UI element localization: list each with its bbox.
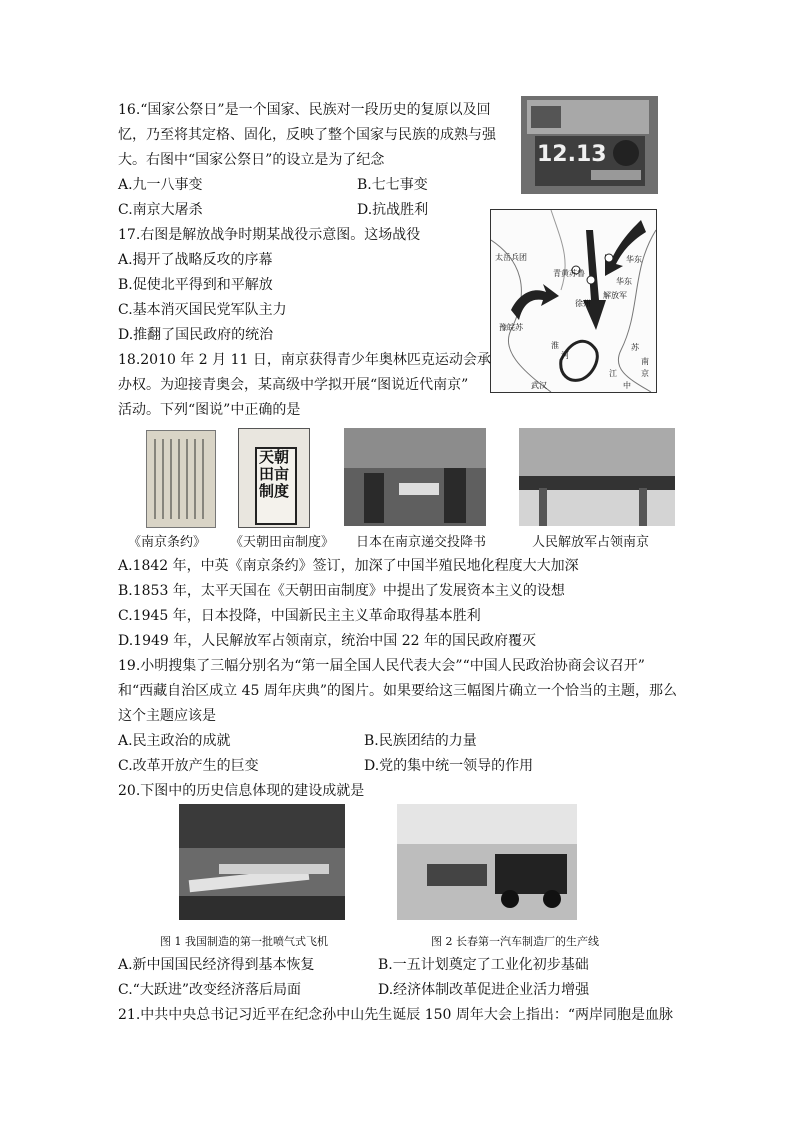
q20-option-a: A.新中国国民经济得到基本恢复 — [118, 957, 315, 973]
q16-option-b: B.七七事变 — [357, 177, 428, 193]
q17-option-c: C.基本消灭国民党军队主力 — [118, 302, 287, 318]
q19-line2: 和“西藏自治区成立 45 周年庆典”的图片。如果要给这三幅图片确立一个恰当的主题，那么 — [118, 683, 678, 699]
q19-option-a: A.民主政治的成就 — [118, 733, 231, 749]
map-label: 淮 — [551, 341, 559, 350]
fig2-caption: 图 2 长春第一汽车制造厂的生产线 — [431, 935, 599, 948]
caption-japan-surrender: 日本在南京递交投降书 — [356, 535, 487, 550]
heavenly-land-system-image — [238, 428, 310, 528]
map-label: 解放军 — [603, 291, 627, 300]
flower-icon — [613, 140, 639, 166]
map-label: 太岳兵团 — [495, 253, 527, 262]
q17-option-a: A.揭开了战略反攻的序幕 — [118, 252, 273, 268]
q18-option-d: D.1949 年，人民解放军占领南京，统治中国 22 年的国民政府覆灭 — [118, 633, 536, 649]
q17-stem: 17.右图是解放战争时期某战役示意图。这场战役 — [118, 227, 421, 243]
q16-line1: 16.“国家公祭日”是一个国家、民族对一段历史的复原以及回 — [118, 102, 491, 118]
attack-arrow-west — [511, 284, 559, 320]
q19-line3: 这个主题应该是 — [118, 708, 216, 724]
q21-line1: 21.中共中央总书记习近平在纪念孙中山先生诞辰 150 周年大会上指出：“两岸同胞是血脉 — [118, 1007, 674, 1023]
q19-option-d: D.党的集中统一领导的作用 — [364, 758, 534, 774]
caption-nanjing-treaty: 《南京条约》 — [128, 535, 207, 550]
q16-line3: 大。右图中“国家公祭日”的设立是为了纪念 — [118, 152, 385, 168]
memorial-date-text: 12.13 — [537, 142, 607, 167]
map-label: 河 — [561, 351, 569, 360]
map-label: 徐州 — [575, 299, 591, 308]
q16-option-a: A.九一八事变 — [118, 177, 203, 193]
q19-line1: 19.小明搜集了三幅分别名为“第一届全国人民代表大会”“中国人民政治协商会议召开” — [118, 658, 645, 674]
q18-line3: 活动。下列“图说”中正确的是 — [118, 402, 301, 418]
q20-stem: 20.下图中的历史信息体现的建设成就是 — [118, 783, 365, 799]
attack-arrow-east — [605, 220, 646, 276]
q20-option-d: D.经济体制改革促进企业活力增强 — [378, 982, 590, 998]
q20-option-c: C.“大跃进”改变经济落后局面 — [118, 982, 301, 998]
q20-option-b: B.一五计划奠定了工业化初步基础 — [378, 957, 589, 973]
q18-line1: 18.2010 年 2 月 11 日，南京获得青少年奥林匹克运动会承 — [118, 352, 491, 368]
nanjing-treaty-image — [146, 430, 216, 528]
q17-option-b: B.促使北平得到和平解放 — [118, 277, 273, 293]
document-cover-text: 天朝田亩制度 — [259, 448, 290, 500]
pla-nanjing-image — [519, 428, 675, 526]
q19-option-c: C.改革开放产生的巨变 — [118, 758, 259, 774]
q18-option-c: C.1945 年，日本投降，中国新民主主义革命取得基本胜利 — [118, 608, 481, 624]
campaign-map — [490, 209, 657, 393]
fig1-caption: 图 1 我国制造的第一批喷气式飞机 — [160, 935, 328, 948]
map-label: 华东 — [626, 255, 642, 264]
map-label: 武汉 — [531, 381, 547, 390]
q18-option-a: A.1842 年，中英《南京条约》签订，加深了中国半殖民地化程度大大加深 — [118, 558, 579, 574]
q17-option-d: D.推翻了国民政府的统治 — [118, 327, 274, 343]
truck — [495, 854, 567, 894]
map-label: 京 — [641, 369, 649, 378]
campaign-map-svg — [491, 210, 656, 392]
car-production-line-image — [397, 804, 577, 920]
q16-option-d: D.抗战胜利 — [357, 202, 429, 218]
q16-line2: 忆，乃至将其定格、固化，反映了整个国家与民族的成熟与强 — [118, 127, 496, 143]
map-label: 南 — [641, 357, 649, 366]
map-label: 豫皖苏 — [499, 323, 523, 332]
caption-pla-nanjing: 人民解放军占领南京 — [532, 535, 650, 550]
map-label: 苏 — [631, 343, 639, 352]
jet-aircraft-image — [179, 804, 345, 920]
caption-heavenly-land: 《天朝田亩制度》 — [230, 535, 335, 550]
map-label: 青黄苏鲁 — [553, 269, 585, 278]
q19-option-b: B.民族团结的力量 — [364, 733, 477, 749]
memorial-day-image — [521, 96, 658, 194]
map-label: 中 — [623, 381, 631, 390]
q18-line2: 办权。为迎接青奥会，某高级中学拟开展“图说近代南京” — [118, 377, 469, 393]
q18-option-b: B.1853 年，太平天国在《天朝田亩制度》中提出了发展资本主义的设想 — [118, 583, 565, 599]
map-label: 华东 — [616, 277, 632, 286]
q16-option-c: C.南京大屠杀 — [118, 202, 203, 218]
map-label: 江 — [609, 369, 617, 378]
japan-surrender-image — [344, 428, 486, 526]
